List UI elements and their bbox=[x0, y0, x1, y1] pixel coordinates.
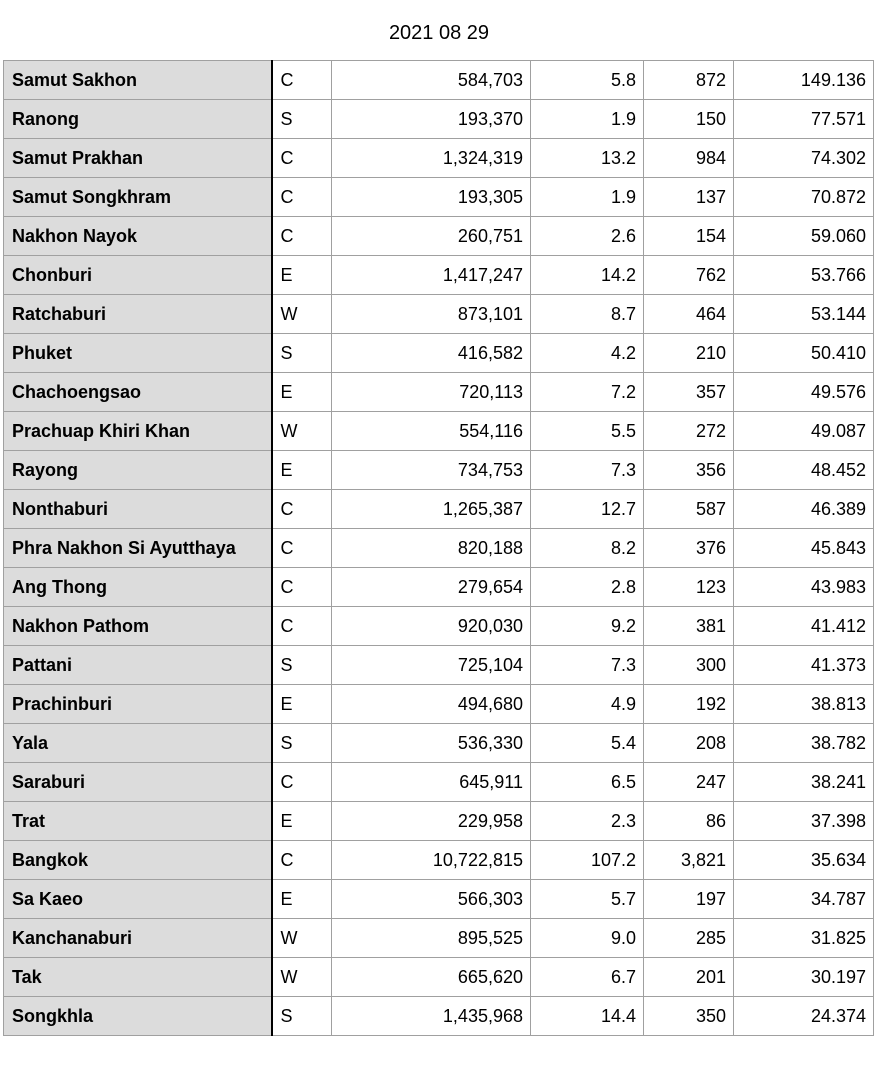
population-share-cell: 7.3 bbox=[531, 646, 644, 685]
province-name-cell: Sa Kaeo bbox=[4, 880, 272, 919]
cases-cell: 285 bbox=[644, 919, 734, 958]
region-code-cell: W bbox=[272, 412, 332, 451]
province-name-cell: Samut Prakhan bbox=[4, 139, 272, 178]
region-code-cell: C bbox=[272, 841, 332, 880]
population-share-cell: 12.7 bbox=[531, 490, 644, 529]
population-cell: 229,958 bbox=[332, 802, 531, 841]
region-code-cell: C bbox=[272, 61, 332, 100]
cases-cell: 3,821 bbox=[644, 841, 734, 880]
region-code-cell: S bbox=[272, 334, 332, 373]
population-share-cell: 5.7 bbox=[531, 880, 644, 919]
population-cell: 416,582 bbox=[332, 334, 531, 373]
page-title: 2021 08 29 bbox=[388, 22, 490, 44]
population-cell: 1,324,319 bbox=[332, 139, 531, 178]
population-share-cell: 5.4 bbox=[531, 724, 644, 763]
population-share-cell: 2.6 bbox=[531, 217, 644, 256]
table-row bbox=[4, 295, 874, 334]
rate-cell: 34.787 bbox=[734, 880, 874, 919]
province-name-cell: Ranong bbox=[4, 100, 272, 139]
province-name-cell: Ratchaburi bbox=[4, 295, 272, 334]
rate-cell: 41.412 bbox=[734, 607, 874, 646]
rate-cell: 46.389 bbox=[734, 490, 874, 529]
province-name-cell: Chonburi bbox=[4, 256, 272, 295]
population-share-cell: 107.2 bbox=[531, 841, 644, 880]
rate-cell: 49.576 bbox=[734, 373, 874, 412]
region-code-cell: W bbox=[272, 958, 332, 997]
table-row bbox=[4, 100, 874, 139]
population-share-cell: 8.2 bbox=[531, 529, 644, 568]
rate-cell: 30.197 bbox=[734, 958, 874, 997]
population-cell: 873,101 bbox=[332, 295, 531, 334]
province-name-cell: Samut Sakhon bbox=[4, 61, 272, 100]
table-row bbox=[4, 763, 874, 802]
province-name-cell: Ang Thong bbox=[4, 568, 272, 607]
population-cell: 720,113 bbox=[332, 373, 531, 412]
population-cell: 260,751 bbox=[332, 217, 531, 256]
rate-cell: 149.136 bbox=[734, 61, 874, 100]
population-share-cell: 5.5 bbox=[531, 412, 644, 451]
rate-cell: 77.571 bbox=[734, 100, 874, 139]
table-row bbox=[4, 724, 874, 763]
province-name-cell: Songkhla bbox=[4, 997, 272, 1036]
population-share-cell: 6.5 bbox=[531, 763, 644, 802]
rate-cell: 53.766 bbox=[734, 256, 874, 295]
cases-cell: 272 bbox=[644, 412, 734, 451]
population-share-cell: 14.4 bbox=[531, 997, 644, 1036]
population-share-cell: 1.9 bbox=[531, 100, 644, 139]
table-row bbox=[4, 802, 874, 841]
table-row bbox=[4, 490, 874, 529]
rate-cell: 38.782 bbox=[734, 724, 874, 763]
province-name-cell: Kanchanaburi bbox=[4, 919, 272, 958]
population-share-cell: 14.2 bbox=[531, 256, 644, 295]
region-code-cell: C bbox=[272, 568, 332, 607]
region-code-cell: E bbox=[272, 256, 332, 295]
cases-cell: 356 bbox=[644, 451, 734, 490]
cases-cell: 154 bbox=[644, 217, 734, 256]
province-name-cell: Nakhon Nayok bbox=[4, 217, 272, 256]
province-name-cell: Saraburi bbox=[4, 763, 272, 802]
table-row bbox=[4, 997, 874, 1036]
rate-cell: 45.843 bbox=[734, 529, 874, 568]
population-share-cell: 4.9 bbox=[531, 685, 644, 724]
province-name-cell: Nakhon Pathom bbox=[4, 607, 272, 646]
table-row bbox=[4, 685, 874, 724]
cases-cell: 381 bbox=[644, 607, 734, 646]
province-name-cell: Prachuap Khiri Khan bbox=[4, 412, 272, 451]
province-name-cell: Phra Nakhon Si Ayutthaya bbox=[4, 529, 272, 568]
region-code-cell: C bbox=[272, 607, 332, 646]
cases-cell: 587 bbox=[644, 490, 734, 529]
table-row bbox=[4, 373, 874, 412]
cases-cell: 123 bbox=[644, 568, 734, 607]
cases-cell: 208 bbox=[644, 724, 734, 763]
province-name-cell: Samut Songkhram bbox=[4, 178, 272, 217]
table-row bbox=[4, 568, 874, 607]
rate-cell: 74.302 bbox=[734, 139, 874, 178]
population-cell: 279,654 bbox=[332, 568, 531, 607]
province-name-cell: Pattani bbox=[4, 646, 272, 685]
region-code-cell: C bbox=[272, 490, 332, 529]
province-table bbox=[3, 60, 874, 1036]
population-cell: 193,305 bbox=[332, 178, 531, 217]
population-share-cell: 7.2 bbox=[531, 373, 644, 412]
province-name-cell: Phuket bbox=[4, 334, 272, 373]
population-share-cell: 5.8 bbox=[531, 61, 644, 100]
table-row bbox=[4, 334, 874, 373]
rate-cell: 43.983 bbox=[734, 568, 874, 607]
population-share-cell: 1.9 bbox=[531, 178, 644, 217]
table-row bbox=[4, 451, 874, 490]
cases-cell: 137 bbox=[644, 178, 734, 217]
rate-cell: 35.634 bbox=[734, 841, 874, 880]
rate-cell: 48.452 bbox=[734, 451, 874, 490]
population-cell: 1,435,968 bbox=[332, 997, 531, 1036]
population-share-cell: 2.8 bbox=[531, 568, 644, 607]
table-row bbox=[4, 841, 874, 880]
region-code-cell: E bbox=[272, 373, 332, 412]
population-cell: 734,753 bbox=[332, 451, 531, 490]
province-name-cell: Yala bbox=[4, 724, 272, 763]
rate-cell: 59.060 bbox=[734, 217, 874, 256]
region-code-cell: C bbox=[272, 178, 332, 217]
population-cell: 1,265,387 bbox=[332, 490, 531, 529]
province-name-cell: Prachinburi bbox=[4, 685, 272, 724]
province-name-cell: Nonthaburi bbox=[4, 490, 272, 529]
cases-cell: 197 bbox=[644, 880, 734, 919]
cases-cell: 464 bbox=[644, 295, 734, 334]
table-row bbox=[4, 607, 874, 646]
region-code-cell: E bbox=[272, 880, 332, 919]
population-cell: 536,330 bbox=[332, 724, 531, 763]
cases-cell: 210 bbox=[644, 334, 734, 373]
rate-cell: 53.144 bbox=[734, 295, 874, 334]
region-code-cell: W bbox=[272, 919, 332, 958]
population-share-cell: 9.2 bbox=[531, 607, 644, 646]
rate-cell: 37.398 bbox=[734, 802, 874, 841]
population-cell: 645,911 bbox=[332, 763, 531, 802]
region-code-cell: C bbox=[272, 217, 332, 256]
population-share-cell: 7.3 bbox=[531, 451, 644, 490]
rate-cell: 49.087 bbox=[734, 412, 874, 451]
table-row bbox=[4, 256, 874, 295]
cases-cell: 247 bbox=[644, 763, 734, 802]
region-code-cell: S bbox=[272, 100, 332, 139]
table-row bbox=[4, 178, 874, 217]
region-code-cell: S bbox=[272, 997, 332, 1036]
province-name-cell: Tak bbox=[4, 958, 272, 997]
population-cell: 895,525 bbox=[332, 919, 531, 958]
table-row bbox=[4, 880, 874, 919]
population-cell: 494,680 bbox=[332, 685, 531, 724]
region-code-cell: C bbox=[272, 529, 332, 568]
table-row bbox=[4, 646, 874, 685]
cases-cell: 300 bbox=[644, 646, 734, 685]
region-code-cell: E bbox=[272, 685, 332, 724]
population-cell: 566,303 bbox=[332, 880, 531, 919]
region-code-cell: S bbox=[272, 646, 332, 685]
rate-cell: 70.872 bbox=[734, 178, 874, 217]
population-cell: 584,703 bbox=[332, 61, 531, 100]
table-row bbox=[4, 919, 874, 958]
province-name-cell: Rayong bbox=[4, 451, 272, 490]
cases-cell: 357 bbox=[644, 373, 734, 412]
region-code-cell: C bbox=[272, 139, 332, 178]
region-code-cell: C bbox=[272, 763, 332, 802]
population-cell: 193,370 bbox=[332, 100, 531, 139]
population-share-cell: 6.7 bbox=[531, 958, 644, 997]
rate-cell: 38.813 bbox=[734, 685, 874, 724]
table-row bbox=[4, 217, 874, 256]
cases-cell: 201 bbox=[644, 958, 734, 997]
cases-cell: 150 bbox=[644, 100, 734, 139]
rate-cell: 41.373 bbox=[734, 646, 874, 685]
table-row bbox=[4, 139, 874, 178]
cases-cell: 984 bbox=[644, 139, 734, 178]
population-cell: 10,722,815 bbox=[332, 841, 531, 880]
population-share-cell: 4.2 bbox=[531, 334, 644, 373]
cases-cell: 376 bbox=[644, 529, 734, 568]
population-cell: 820,188 bbox=[332, 529, 531, 568]
cases-cell: 872 bbox=[644, 61, 734, 100]
population-cell: 1,417,247 bbox=[332, 256, 531, 295]
table-row bbox=[4, 958, 874, 997]
region-code-cell: S bbox=[272, 724, 332, 763]
population-cell: 554,116 bbox=[332, 412, 531, 451]
rate-cell: 38.241 bbox=[734, 763, 874, 802]
province-name-cell: Bangkok bbox=[4, 841, 272, 880]
region-code-cell: W bbox=[272, 295, 332, 334]
cases-cell: 350 bbox=[644, 997, 734, 1036]
cases-cell: 86 bbox=[644, 802, 734, 841]
population-cell: 920,030 bbox=[332, 607, 531, 646]
table-row bbox=[4, 412, 874, 451]
cases-cell: 192 bbox=[644, 685, 734, 724]
population-share-cell: 9.0 bbox=[531, 919, 644, 958]
table-body bbox=[4, 61, 874, 1036]
table-row bbox=[4, 61, 874, 100]
rate-cell: 31.825 bbox=[734, 919, 874, 958]
table-row bbox=[4, 529, 874, 568]
population-cell: 665,620 bbox=[332, 958, 531, 997]
population-share-cell: 8.7 bbox=[531, 295, 644, 334]
province-name-cell: Trat bbox=[4, 802, 272, 841]
province-name-cell: Chachoengsao bbox=[4, 373, 272, 412]
population-share-cell: 13.2 bbox=[531, 139, 644, 178]
rate-cell: 24.374 bbox=[734, 997, 874, 1036]
population-share-cell: 2.3 bbox=[531, 802, 644, 841]
region-code-cell: E bbox=[272, 451, 332, 490]
rate-cell: 50.410 bbox=[734, 334, 874, 373]
cases-cell: 762 bbox=[644, 256, 734, 295]
population-cell: 725,104 bbox=[332, 646, 531, 685]
region-code-cell: E bbox=[272, 802, 332, 841]
